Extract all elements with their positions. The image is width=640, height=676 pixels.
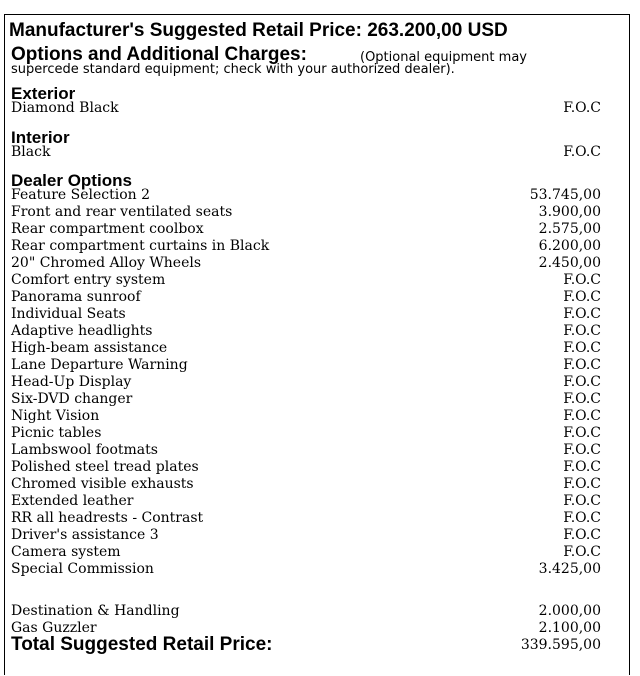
- price-sticker: [4, 14, 630, 675]
- option-price: F.O.C: [563, 391, 601, 407]
- total-row: [11, 634, 601, 655]
- option-row: [11, 561, 601, 578]
- options-note-line2: supercede standard equipment; check with your authorized dealer).: [11, 62, 455, 77]
- option-name: Head-Up Display: [11, 374, 132, 390]
- option-name: Six-DVD changer: [11, 391, 133, 407]
- charge-row: [11, 603, 601, 620]
- total-label: Total Suggested Retail Price:: [11, 634, 273, 655]
- option-price: F.O.C: [563, 340, 601, 356]
- option-row: [11, 374, 601, 391]
- option-row: [11, 391, 601, 408]
- option-name: Extended leather: [11, 493, 134, 509]
- option-price: 3.425,00: [538, 561, 601, 577]
- option-row: [11, 442, 601, 459]
- charge-name: Destination & Handling: [11, 603, 180, 619]
- option-price: F.O.C: [563, 442, 601, 458]
- charge-price: 2.000,00: [538, 603, 601, 619]
- interior-heading: Interior: [11, 128, 70, 147]
- option-row: [11, 238, 601, 255]
- interior-item: Black: [11, 144, 51, 160]
- options-heading: Options and Additional Charges:: [11, 44, 307, 65]
- option-name: Lambswool footmats: [11, 442, 158, 458]
- option-row: [11, 204, 601, 221]
- option-row: [11, 493, 601, 510]
- option-row: [11, 221, 601, 238]
- option-row: [11, 340, 601, 357]
- option-row: [11, 544, 601, 561]
- option-price: F.O.C: [563, 408, 601, 424]
- option-name: Rear compartment coolbox: [11, 221, 204, 237]
- option-price: F.O.C: [563, 476, 601, 492]
- option-price: 3.900,00: [538, 204, 601, 220]
- option-price: F.O.C: [563, 357, 601, 373]
- option-price: 2.450,00: [538, 255, 601, 271]
- interior-price: F.O.C: [563, 144, 601, 160]
- option-price: F.O.C: [563, 493, 601, 509]
- option-row: [11, 289, 601, 306]
- option-name: Chromed visible exhausts: [11, 476, 194, 492]
- exterior-item: Diamond Black: [11, 100, 119, 116]
- option-name: High-beam assistance: [11, 340, 168, 356]
- option-row: [11, 408, 601, 425]
- option-price: F.O.C: [563, 289, 601, 305]
- option-price: F.O.C: [563, 272, 601, 288]
- option-price: 53.745,00: [529, 187, 601, 203]
- option-row: [11, 476, 601, 493]
- option-row: [11, 459, 601, 476]
- charge-name: Gas Guzzler: [11, 620, 97, 636]
- option-name: Camera system: [11, 544, 121, 560]
- option-row: [11, 187, 601, 204]
- option-name: Driver's assistance 3: [11, 527, 159, 543]
- option-row: [11, 527, 601, 544]
- option-price: F.O.C: [563, 374, 601, 390]
- msrp-heading: Manufacturer's Suggested Retail Price: 263.200,00 USD: [9, 20, 508, 41]
- option-name: Front and rear ventilated seats: [11, 204, 233, 220]
- charge-price: 2.100,00: [538, 620, 601, 636]
- option-row: [11, 425, 601, 442]
- option-price: F.O.C: [563, 306, 601, 322]
- option-name: Rear compartment curtains in Black: [11, 238, 270, 254]
- option-row: [11, 255, 601, 272]
- option-name: Adaptive headlights: [11, 323, 153, 339]
- option-price: F.O.C: [563, 323, 601, 339]
- option-price: 2.575,00: [538, 221, 601, 237]
- option-name: Comfort entry system: [11, 272, 166, 288]
- option-name: Lane Departure Warning: [11, 357, 188, 373]
- option-row: [11, 323, 601, 340]
- option-name: Picnic tables: [11, 425, 102, 441]
- option-price: F.O.C: [563, 527, 601, 543]
- dealer-options-heading: Dealer Options: [11, 171, 132, 190]
- option-row: [11, 272, 601, 289]
- option-name: Special Commission: [11, 561, 154, 577]
- option-name: Feature Selection 2: [11, 187, 151, 203]
- option-name: Panorama sunroof: [11, 289, 141, 305]
- option-row: [11, 306, 601, 323]
- option-price: 6.200,00: [538, 238, 601, 254]
- option-name: Individual Seats: [11, 306, 126, 322]
- interior-row: [11, 144, 601, 161]
- options-note-line1: (Optional equipment may: [360, 50, 527, 65]
- total-price: 339.595,00: [520, 637, 601, 653]
- option-name: RR all headrests - Contrast: [11, 510, 204, 526]
- option-row: [11, 510, 601, 527]
- exterior-price: F.O.C: [563, 100, 601, 116]
- option-name: Polished steel tread plates: [11, 459, 199, 475]
- option-name: Night Vision: [11, 408, 100, 424]
- option-row: [11, 357, 601, 374]
- exterior-row: [11, 100, 601, 117]
- option-price: F.O.C: [563, 425, 601, 441]
- option-price: F.O.C: [563, 510, 601, 526]
- option-price: F.O.C: [563, 459, 601, 475]
- option-name: 20" Chromed Alloy Wheels: [11, 255, 202, 271]
- option-price: F.O.C: [563, 544, 601, 560]
- exterior-heading: Exterior: [11, 84, 76, 103]
